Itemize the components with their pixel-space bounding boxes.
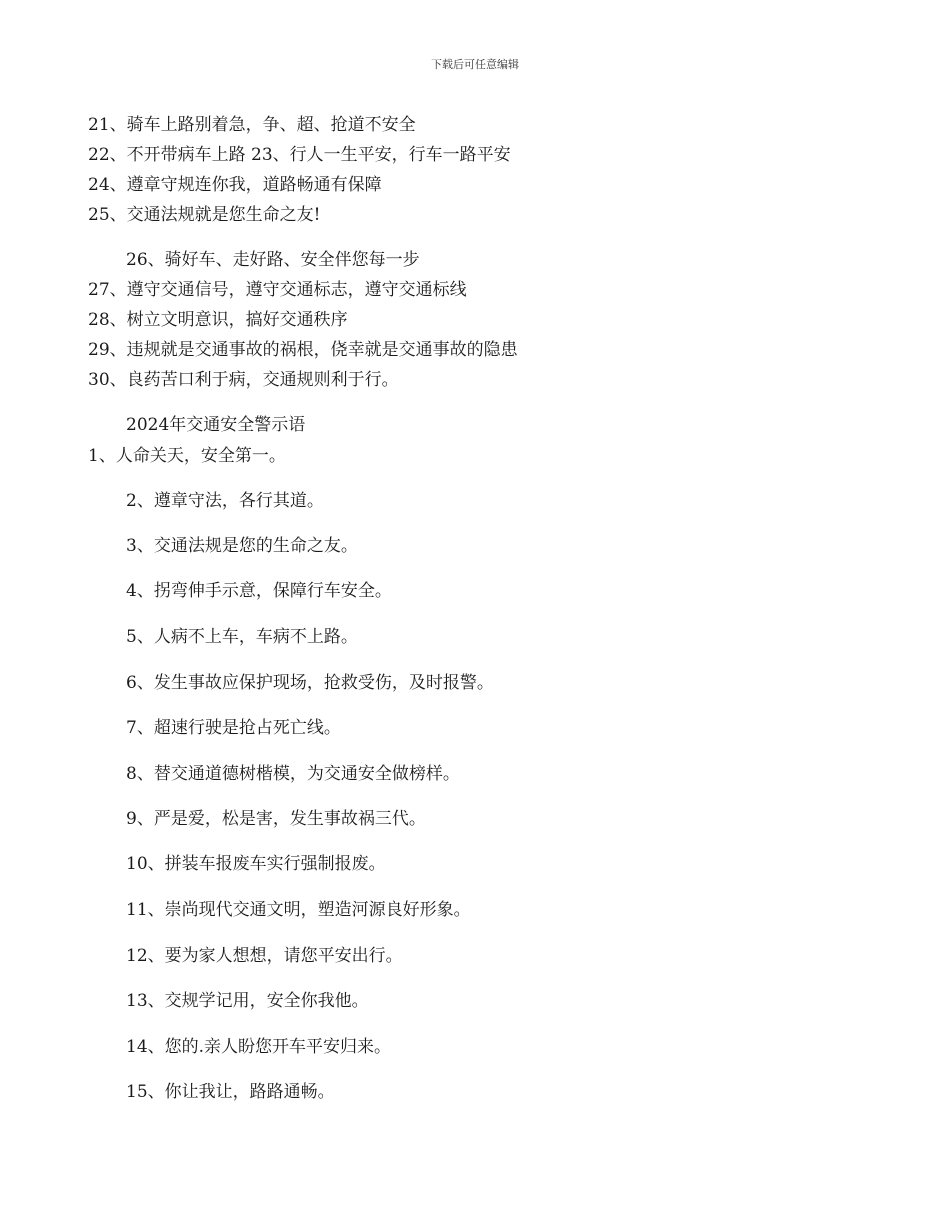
text-line: 29、违规就是交通事故的祸根，侥幸就是交通事故的隐患 xyxy=(88,340,518,360)
text-line: 6、发生事故应保护现场，抢救受伤，及时报警。 xyxy=(126,673,494,693)
text-line: 7、超速行驶是抢占死亡线。 xyxy=(126,718,341,738)
text-line: 25、交通法规就是您生命之友! xyxy=(88,205,321,225)
text-line: 26、骑好车、走好路、安全伴您每一步 xyxy=(126,250,420,270)
text-line: 22、不开带病车上路 23、行人一生平安，行车一路平安 xyxy=(88,145,511,165)
text-line: 21、骑车上路别着急，争、超、抢道不安全 xyxy=(88,115,416,135)
text-line: 2、遵章守法，各行其道。 xyxy=(126,491,324,511)
text-line: 8、替交通道德树楷模，为交通安全做榜样。 xyxy=(126,764,460,784)
text-line: 4、拐弯伸手示意，保障行车安全。 xyxy=(126,581,392,601)
text-line: 12、要为家人想想，请您平安出行。 xyxy=(126,946,403,966)
text-line: 3、交通法规是您的生命之友。 xyxy=(126,536,358,556)
text-line: 14、您的.亲人盼您开车平安归来。 xyxy=(126,1037,392,1057)
text-line: 13、交规学记用，安全你我他。 xyxy=(126,991,369,1011)
text-line: 11、崇尚现代交通文明，塑造河源良好形象。 xyxy=(126,900,471,920)
page-header: 下载后可任意编辑 xyxy=(431,58,519,71)
section-title: 2024年交通安全警示语 xyxy=(126,415,306,435)
text-line: 27、遵守交通信号，遵守交通标志，遵守交通标线 xyxy=(88,280,467,300)
text-line: 10、拼装车报废车实行强制报废。 xyxy=(126,854,386,874)
text-line: 24、遵章守规连你我，道路畅通有保障 xyxy=(88,175,382,195)
text-line: 1、人命关天，安全第一。 xyxy=(88,446,286,466)
text-line: 15、你让我让，路路通畅。 xyxy=(126,1082,335,1102)
text-line: 5、人病不上车，车病不上路。 xyxy=(126,627,358,647)
text-line: 30、良药苦口利于病，交通规则利于行。 xyxy=(88,370,399,390)
text-line: 9、严是爱，松是害，发生事故祸三代。 xyxy=(126,809,426,829)
text-line: 28、树立文明意识，搞好交通秩序 xyxy=(88,310,348,330)
